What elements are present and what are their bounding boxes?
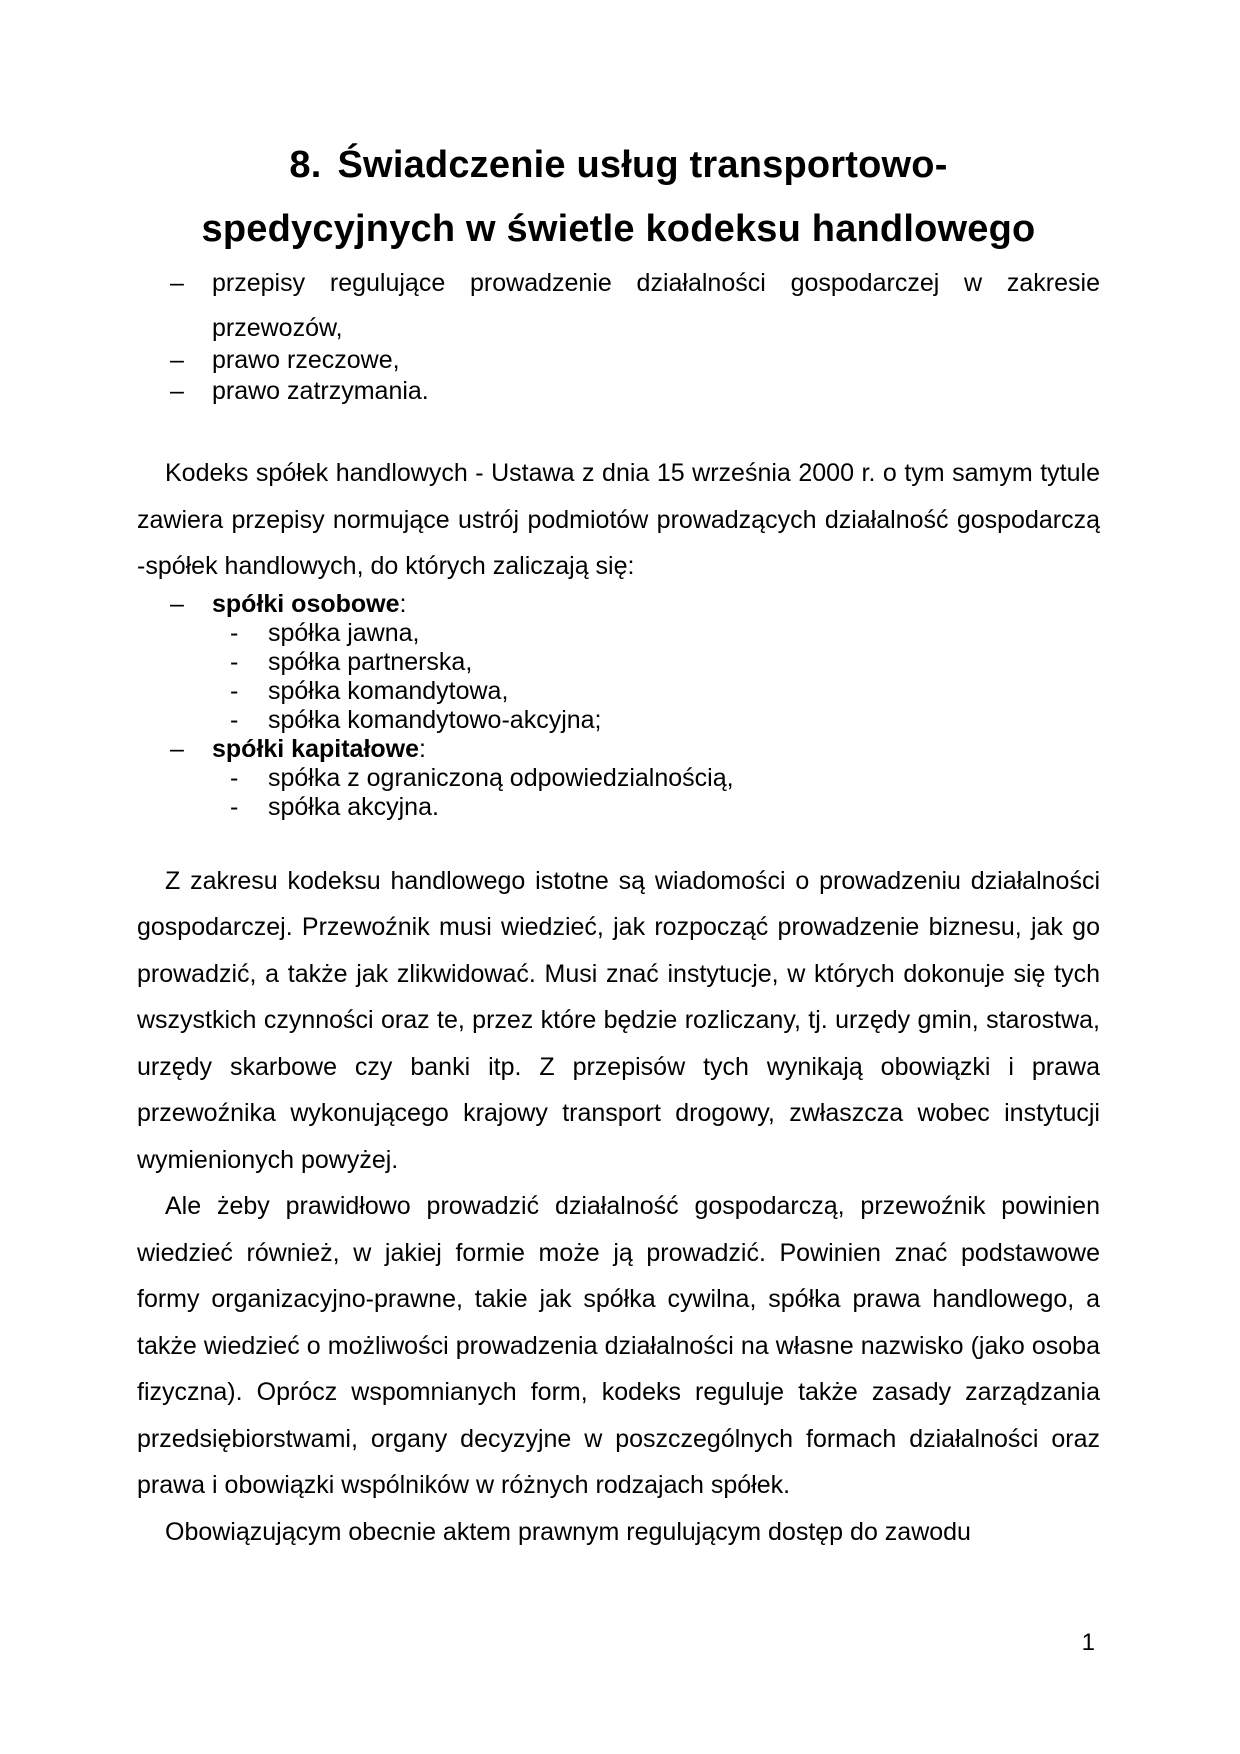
paragraph-kodeks-spolek: Kodeks spółek handlowych - Ustawa z dnia 15 września 2000 r. o tym samym tytule zawiera przepisy normujące ustrój podmiotów prowadzących działalność gospodarczą -spółek handlowych, do których zaliczają się: (137, 459, 1100, 580)
list-item-text: spółka komandytowa, (268, 676, 509, 705)
group-label: spółki osobowe (212, 589, 400, 618)
paragraph-obowiazujacym: Obowiązującym obecnie aktem prawnym regulującym dostęp do zawodu (165, 1517, 971, 1546)
bullet-dash-icon: - (230, 676, 239, 705)
group-label-suffix: : (399, 589, 407, 618)
list-item (137, 793, 1100, 822)
list-item-text: spółka akcyjna. (268, 792, 439, 821)
bullet-dash-icon: - (230, 647, 239, 676)
company-types-list (137, 590, 1100, 822)
list-item-text: spółka jawna, (268, 618, 420, 647)
list-item (137, 261, 1100, 351)
list-item (137, 648, 1100, 677)
list-item-text: spółka komandytowo-akcyjna; (268, 705, 602, 734)
bullet-dash-icon: - (230, 705, 239, 734)
list-item-text: spółka z ograniczoną odpowiedzialnością, (268, 763, 734, 792)
list-item (137, 677, 1100, 706)
list-item-group-header (137, 590, 1100, 619)
paragraph-z-zakresu: Z zakresu kodeksu handlowego istotne są wiadomości o prowadzeniu działalności gospodarczej. Przewoźnik musi wiedzieć, jak rozpocząć prowadzenie biznesu, jak go prowadzić, a także jak zlikwidować. Musi znać instytucje, w których dokonuje się tych wszystkich czynności oraz te, przez które będzie rozliczany, tj. urzędy gmin, starostwa, urzędy skarbowe czy banki itp. Z przepisów tych wynikają obowiązki i prawa przewoźnika wykonującego krajowy transport drogowy, zwłaszcza wobec instytucji wymienionych powyżej. (137, 866, 1100, 1174)
list-item (137, 764, 1100, 793)
group-label: spółki kapitałowe (212, 734, 420, 763)
document-content (0, 133, 1240, 1555)
list-item (137, 376, 1100, 407)
bullet-dash-icon: - (230, 763, 239, 792)
list-item (137, 706, 1100, 735)
list-item-group-header (137, 735, 1100, 764)
group-label-suffix: : (419, 734, 426, 763)
group-header-text (212, 590, 1100, 619)
bullet-dash-icon: – (170, 589, 184, 618)
list-item (137, 345, 1100, 376)
bullet-dash-icon: – (170, 269, 184, 297)
heading-number: 8. (289, 144, 322, 186)
bullet-dash-icon: – (170, 346, 184, 374)
bullet-dash-icon: – (170, 734, 184, 763)
page-number: 1 (1081, 1629, 1095, 1656)
bullet-dash-icon: – (170, 377, 184, 405)
list-item-text: przepisy regulujące prowadzenie działalności gospodarczej w zakresie przewozów, (212, 269, 1100, 342)
intro-list (137, 261, 1100, 407)
paragraph-ale-zeby: Ale żeby prawidłowo prowadzić działalność gospodarczą, przewoźnik powinien wiedzieć również, w jakiej formie może ją prowadzić. Powinien znać podstawowe formy organizacyjno-prawne, takie jak spółka cywilna, spółka prawa handlowego, a także wiedzieć o możliwości prowadzenia działalności na własne nazwisko (jako osoba fizyczna). Oprócz wspomnianych form, kodeks reguluje także zasady zarządzania przedsiębiorstwami, organy decyzyjne w poszczególnych formach działalności oraz prawa i obowiązki wspólników w różnych rodzajach spółek. (137, 1192, 1100, 1499)
page-title (169, 133, 1069, 261)
list-item-text: prawo rzeczowe, (212, 346, 400, 374)
bullet-dash-icon: - (230, 792, 239, 821)
list-item-text: prawo zatrzymania. (212, 377, 429, 405)
heading-text: Świadczenie usług transportowo-spedycyjnych w świetle kodeksu handlowego (201, 144, 1036, 250)
group-header-text (212, 735, 1100, 764)
list-item-text: spółka partnerska, (268, 647, 473, 676)
bullet-dash-icon: - (230, 618, 239, 647)
list-item (137, 619, 1100, 648)
